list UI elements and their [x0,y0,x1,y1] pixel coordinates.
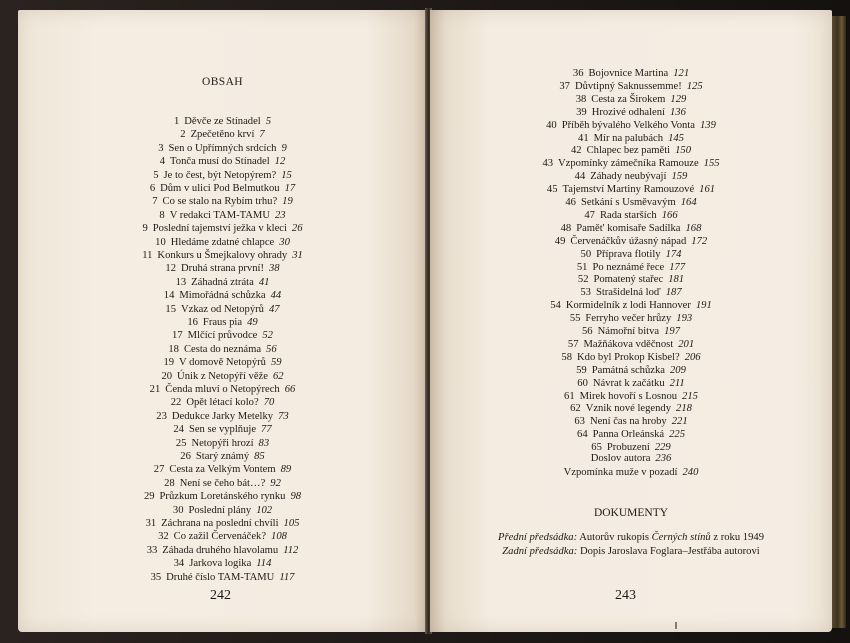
chapter-number: 56 [582,326,593,337]
chapter-number: 46 [565,197,576,208]
chapter-page: 166 [661,209,678,221]
chapter-page: 89 [280,464,292,476]
chapter-page: 26 [291,223,303,235]
chapter-page: 92 [270,477,281,489]
chapter-title: Ferryho večer hrůzy [585,313,672,325]
chapter-number: 16 [187,317,198,328]
document-label: Zadní předsádka: [502,546,578,557]
chapter-title: Hledáme zdatné chlapce [170,236,275,248]
chapter-page: 145 [668,132,684,144]
chapter-page: 172 [691,235,708,247]
chapter-title: Příprava flotily [596,248,661,260]
chapter-number: 2 [180,129,186,141]
chapter-number: 32 [158,531,169,543]
chapter-page: 201 [678,338,695,350]
chapter-title: Záhada druhého hlavolamu [162,544,279,556]
page-number-right: 243 [615,588,636,603]
chapter-title: Dedukce Jarky Metelky [171,410,274,422]
chapter-title: Probuzení [606,442,650,454]
chapter-page: 191 [695,300,712,312]
chapter-number: 10 [155,236,166,248]
chapter-title: Druhá strana první! [181,263,264,275]
page-number-left: 242 [210,588,231,603]
chapter-page: 155 [703,158,720,170]
chapter-page: 5 [265,116,272,127]
chapter-page: 209 [669,364,686,376]
chapter-page: 168 [685,222,702,234]
chapter-title: Rada starších [599,209,657,221]
chapter-title: Důvtipný Saknussemme! [574,80,682,92]
chapter-page: 23 [275,209,286,221]
chapter-number: 17 [172,330,183,342]
chapter-title: Záchrana na poslední chvíli [161,518,279,529]
chapter-title: Druhé číslo TAM-TAMU [166,571,275,583]
chapter-number: 53 [580,287,591,299]
chapter-number: 21 [149,384,161,395]
chapter-title: Tajemství Martiny Ramouzové [562,184,695,196]
chapter-number: 36 [572,68,584,79]
chapter-page: 112 [283,544,299,556]
chapter-page: 85 [254,451,265,462]
chapter-page: 38 [268,263,280,275]
chapter-page: 125 [686,80,703,92]
chapter-title: Vznik nové legendy [585,403,672,415]
chapter-page: 12 [274,156,286,168]
chapter-number: 47 [584,209,595,221]
chapter-page: 225 [669,429,685,441]
chapter-page: 215 [682,390,698,402]
chapter-title: Mlčící průvodce [187,330,258,342]
chapter-page: 17 [284,183,296,194]
chapter-page: 161 [699,184,716,196]
chapter-number: 9 [142,223,148,235]
chapter-number: 42 [570,145,582,157]
chapter-number: 18 [168,343,179,355]
chapter-title: Čenda mluví o Netopýrech [165,384,280,395]
chapter-title: Námořní bitva [597,326,660,337]
chapter-number: 60 [577,377,588,389]
chapter-title: Děvče ze Stínadel [184,116,261,127]
chapter-title: Cesta do neznáma [183,343,262,355]
chapter-number: 40 [546,119,557,131]
chapter-page: 221 [671,416,688,428]
chapter-number: 50 [580,248,592,260]
chapter-title: Co zažil Červenáček? [173,531,267,543]
chapter-page: 56 [266,343,277,355]
chapter-number: 64 [577,429,588,441]
chapter-page: 197 [664,326,680,337]
chapter-title: Konkurs u Šmejkalovy ohrady [157,250,288,261]
chapter-page: 66 [284,384,296,395]
chapter-title: Jarkova logika [189,558,252,570]
chapter-number: 7 [152,196,158,208]
chapter-number: 23 [156,410,167,422]
chapter-page: 117 [279,571,295,583]
chapter-page: 30 [279,236,290,248]
page-mark [675,622,677,629]
chapter-title: Chlapec bez paměti [586,145,671,157]
chapter-title: Příběh bývalého Velkého Vonta [561,119,695,131]
chapter-page: 83 [258,437,270,449]
chapter-title: Opět létací kolo? [186,397,259,409]
chapter-title: Není čas na hroby [589,416,667,428]
chapter-page: 31 [292,250,303,261]
left-page [18,10,427,632]
chapter-title: Památná schůzka [591,364,665,376]
chapter-page: 229 [654,442,671,454]
chapter-number: 39 [576,106,587,118]
chapter-number: 6 [149,183,156,194]
chapter-page: 159 [671,171,688,183]
chapter-number: 35 [150,571,162,583]
chapter-title: Doslov autora [590,453,651,464]
documents-heading: DOKUMENTY [593,507,669,519]
chapter-page: 105 [283,518,300,529]
chapter-title: Panna Orleánská [592,429,665,441]
chapter-number: 20 [161,370,173,382]
chapter-title: Pamět' komisaře Sadílka [576,222,681,234]
chapter-title: Starý známý [195,451,250,462]
chapter-page: 236 [655,453,672,464]
chapter-number: 25 [175,437,187,449]
chapter-number: 45 [546,184,558,196]
chapter-number: 62 [570,403,581,415]
chapter-page: 181 [668,274,685,286]
chapter-title: Není se čeho bát…? [179,477,266,489]
toc-entry [430,465,832,480]
chapter-number: 52 [577,274,589,286]
chapter-number: 59 [576,364,587,376]
document-text: Dopis Jaroslava Foglara–Jestřába autorovi [577,546,760,557]
chapter-page: 121 [673,68,690,79]
chapter-number: 61 [564,390,575,402]
chapter-number: 19 [163,357,175,369]
chapter-page: 59 [270,357,282,369]
chapter-number: 49 [554,235,566,247]
chapter-title: Kormidelník z lodi Hannover [565,300,691,312]
chapter-title: Záhadná ztráta [191,276,254,288]
document-title: Černých stínů [651,532,711,543]
chapter-number: 65 [591,442,602,454]
chapter-number: 31 [145,518,157,529]
chapter-page: 187 [665,287,682,299]
chapter-page: 62 [272,370,284,382]
chapter-title: Mirek hovoří s Losnou [579,390,678,402]
chapter-title: Dům v ulici Pod Belmutkou [160,183,280,194]
chapter-title: Únik z Netopýří věže [177,370,268,382]
chapter-page: 218 [676,403,692,415]
chapter-number: 57 [567,338,579,350]
chapter-title: Mimořádná schůzka [179,290,266,302]
toc-entry [430,451,832,466]
chapter-page: 19 [282,196,293,208]
chapter-page: 70 [263,397,275,409]
chapter-title: Setkání s Usměvavým [580,197,676,208]
chapter-title: Poslední plány [188,504,252,516]
chapter-title: Cesta za Velkým Vontem [169,464,276,476]
chapter-number: 58 [561,351,572,363]
chapter-page: 150 [675,145,692,157]
chapter-title: Strašidelná loď [595,287,661,299]
chapter-title: Kdo byl Prokop Kisbel? [577,351,680,363]
chapter-number: 51 [576,261,588,273]
chapter-page: 211 [669,377,685,389]
chapter-title: Záhady neubývají [590,171,667,183]
chapter-page: 139 [700,119,716,131]
chapter-title: V domově Netopýrů [179,357,266,369]
chapter-title: Fraus pia [202,317,243,328]
chapter-title: Vzpomínky zámečníka Ramouze [558,158,699,170]
chapter-number: 28 [164,477,175,489]
chapter-number: 27 [153,464,165,476]
chapter-number: 5 [153,169,159,181]
chapter-title: Netopýři hrozí [191,437,254,449]
chapter-page: 41 [258,276,270,288]
chapter-number: 12 [165,263,177,275]
chapter-page: 174 [665,248,682,260]
chapter-page: 47 [268,303,280,315]
chapter-page: 240 [682,467,699,478]
chapter-page: 49 [247,317,258,328]
toc-entry [18,570,427,585]
chapter-title: Co se stalo na Rybím trhu? [162,196,278,208]
chapter-title: Zpečetěno krví [190,129,255,141]
chapter-page: 108 [271,531,287,543]
chapter-title: Hrozivé odhalení [591,106,665,118]
chapter-number: 22 [170,397,182,409]
chapter-number: 26 [180,451,191,462]
chapter-page: 164 [680,197,697,208]
chapter-title: Tonča musí do Stínadel [170,156,270,168]
chapter-title: Cesta za Širokem [591,93,666,105]
chapter-number: 41 [578,132,589,144]
chapter-page: 136 [669,106,686,118]
chapter-title: Sen o Upřímných srdcích [168,142,277,154]
chapter-page: 129 [670,93,687,105]
document-label: Přední předsádka: [497,532,578,543]
right-page [430,10,832,632]
chapter-page: 44 [270,290,282,302]
chapter-number: 3 [158,142,164,154]
chapter-number: 8 [159,209,165,221]
chapter-title: Sen se vyplňuje [188,424,257,436]
chapter-title: Červenáčkův úžasný nápad [570,235,687,247]
chapter-number: 55 [569,313,581,325]
document-line [430,530,832,545]
document-text: z roku 1949 [710,532,764,543]
chapter-page: 102 [256,504,273,516]
chapter-title: Návrat k začátku [592,377,665,389]
chapter-title: Mažňákova vděčnost [583,338,674,350]
chapter-title: Mír na palubách [593,132,664,144]
chapter-page: 77 [261,424,272,436]
chapter-page: 177 [669,261,686,273]
chapter-page: 52 [262,330,273,342]
chapter-title: Průzkum Loretánského rynku [159,491,286,503]
chapter-number: 43 [542,158,554,170]
chapter-page: 193 [676,313,693,325]
chapter-page: 98 [290,491,302,503]
chapter-number: 63 [574,416,585,428]
chapter-title: Vzkaz od Netopýrů [181,303,264,315]
chapter-number: 4 [159,156,166,168]
chapter-number: 44 [574,171,586,183]
chapter-title: Je to čest, být Netopýrem? [163,169,277,181]
chapter-page: 206 [684,351,701,363]
chapter-number: 33 [146,544,158,556]
chapter-title: Bojovnice Martina [588,68,669,79]
toc-heading: OBSAH [202,76,243,88]
chapter-number: 1 [173,116,180,127]
chapter-number: 14 [163,290,175,302]
chapter-page: 15 [281,169,292,181]
document-line [430,544,832,559]
chapter-title: Vzpomínka muže v pozadí [563,467,678,478]
chapter-number: 34 [173,558,185,570]
chapter-number: 11 [142,250,153,261]
chapter-number: 48 [560,222,572,234]
document-text: Autorův rukopis [577,532,652,543]
chapter-page: 9 [281,142,287,154]
chapter-title: Poslední tajemství ježka v kleci [152,223,287,235]
chapter-number: 13 [175,276,187,288]
chapter-page: 7 [259,129,265,141]
chapter-number: 24 [173,424,184,436]
chapter-title: Po neznámé řece [592,261,665,273]
chapter-number: 38 [575,93,587,105]
chapter-title: Pomatený stařec [593,274,664,286]
book-edge [832,16,846,628]
chapter-number: 37 [559,80,570,92]
chapter-number: 15 [165,303,177,315]
chapter-page: 114 [256,558,272,570]
chapter-title: V redakci TAM-TAMU [169,209,270,221]
chapter-number: 30 [172,504,184,516]
chapter-number: 54 [550,300,561,312]
chapter-number: 29 [143,491,155,503]
chapter-page: 73 [278,410,289,422]
